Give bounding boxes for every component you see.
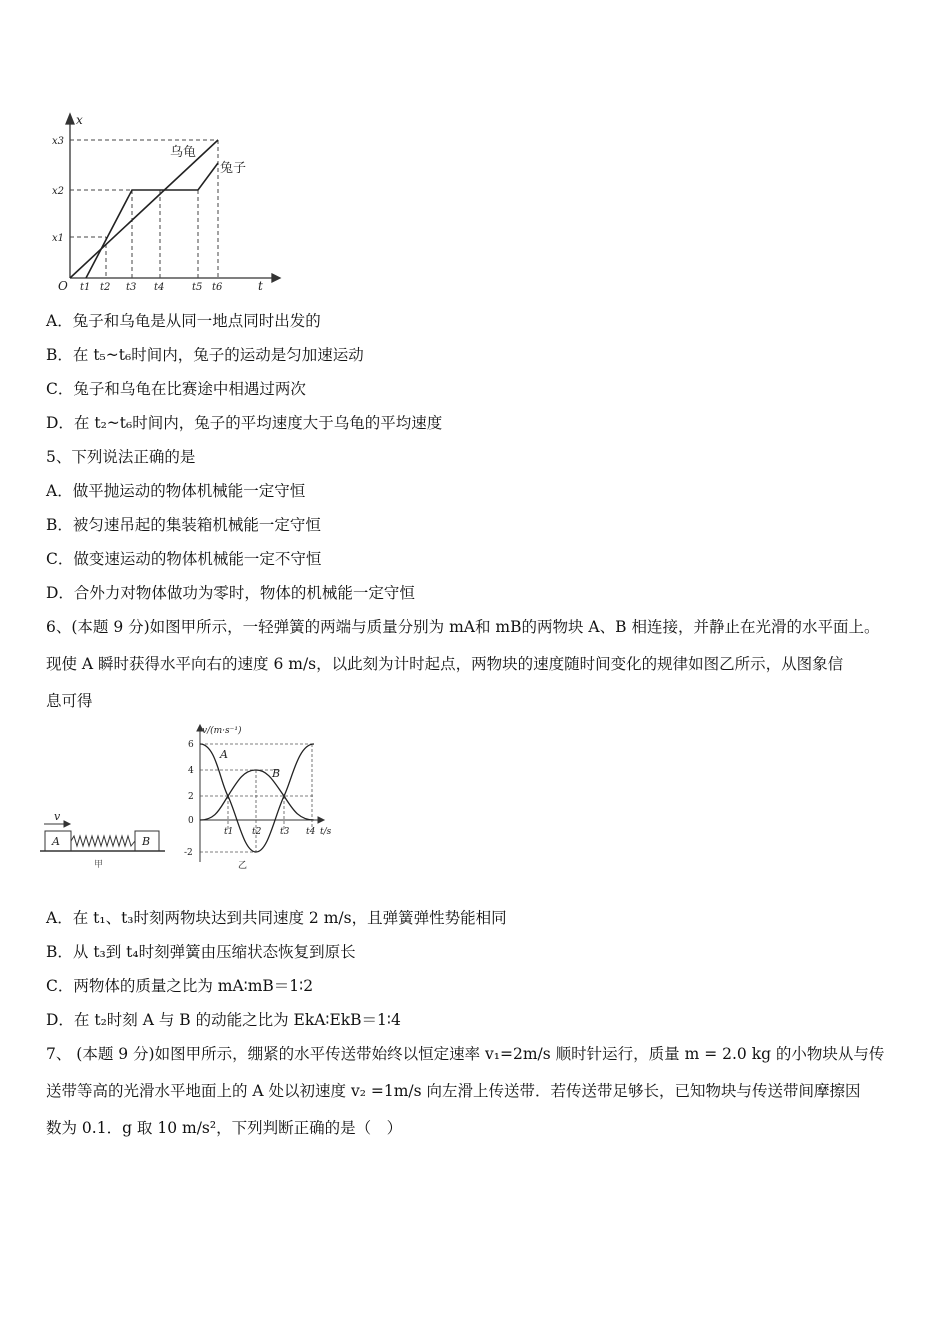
q6-option-c: C．两物体的质量之比为 mA∶mB＝1∶2 [46,977,314,995]
y-tick-x1: x1 [52,233,65,244]
q6-option-a: A．在 t₁、t₃时刻两物块达到共同速度 2 m/s，且弹簧弹性势能相同 [46,909,507,927]
q5-stem: 5、下列说法正确的是 [46,448,196,466]
x-tick-t6: t6 [212,282,223,293]
x-tick-t2: t2 [252,827,262,837]
y-tick-2: 2 [188,792,194,802]
x-tick-t4: t4 [306,827,316,837]
q7-stem-line-3: 数为 0.1．g 取 10 m/s²，下列判断正确的是（ ） [46,1119,403,1137]
caption-jia: 甲 [94,860,104,870]
tortoise-label: 乌龟 [170,145,197,160]
curve-b-label: B [272,767,281,780]
y-axis-label: v/(m·s⁻¹) [202,726,242,736]
spring [71,836,135,846]
y-tick-6: 6 [188,740,194,750]
y-axis-label: x [76,113,83,127]
q5-option-c: C．做变速运动的物体机械能一定不守恒 [46,550,322,568]
vt-graph [180,722,340,872]
block-a-label: A [52,835,60,848]
q4-option-a: A．兔子和乌龟是从同一地点同时出发的 [46,312,321,330]
q6-option-d: D．在 t₂时刻 A 与 B 的动能之比为 EkA∶EkB＝1∶4 [46,1011,401,1029]
q7-stem-line-2: 送带等高的光滑水平地面上的 A 处以初速度 v₂ =1m/s 向左滑上传送带．若传送带足够长，已知物块与传送带间摩擦因 [46,1082,861,1100]
q4-option-d: D．在 t₂~t₆时间内，兔子的平均速度大于乌龟的平均速度 [46,414,443,432]
x-axis-label: t [258,279,263,293]
y-tick-0: 0 [188,816,194,826]
tortoise-line [70,140,218,278]
q6-stem-line-3: 息可得 [46,692,93,710]
q4-option-c: C．兔子和乌龟在比赛途中相遇过两次 [46,380,306,398]
x-tick-t1: t1 [80,282,91,293]
q5-option-d: D．合外力对物体做功为零时，物体的机械能一定守恒 [46,584,415,602]
velocity-label: v [54,810,61,823]
y-tick-4: 4 [188,766,194,776]
q6-stem-line-2: 现使 A 瞬时获得水平向右的速度 6 m/s，以此刻为计时起点，两物块的速度随时间变化的规律如图乙所示，从图象信 [46,655,844,673]
origin-label: O [58,279,68,293]
curve-b [200,770,314,820]
x-tick-t3: t3 [280,827,290,837]
x-tick-t1: t1 [224,827,234,837]
x-tick-t4: t4 [154,282,165,293]
xt-graph [40,108,290,293]
q4-option-b: B．在 t₅~t₆时间内，兔子的运动是匀加速运动 [46,346,364,364]
x-axis-label: t/s [320,827,332,837]
spring-blocks-figure [40,805,170,875]
q6-option-b: B．从 t₃到 t₄时刻弹簧由压缩状态恢复到原长 [46,943,356,961]
rabbit-label: 兔子 [220,161,247,176]
y-tick-x2: x2 [52,186,65,197]
caption-yi: 乙 [238,861,248,871]
q5-option-b: B．被匀速吊起的集装箱机械能一定守恒 [46,516,321,534]
x-tick-t2: t2 [100,282,111,293]
x-tick-t3: t3 [126,282,137,293]
block-b-label: B [142,835,151,848]
q5-option-a: A．做平抛运动的物体机械能一定守恒 [46,482,306,500]
q6-stem-line-1: 6、(本题 9 分)如图甲所示，一轻弹簧的两端与质量分别为 mA和 mB的两物块 A、B 相连接，并静止在光滑的水平面上。 [46,618,880,636]
y-tick-x3: x3 [52,136,65,147]
q7-stem-line-1: 7、 (本题 9 分)如图甲所示，绷紧的水平传送带始终以恒定速率 v₁=2m/s 顺时针运行，质量 m = 2.0 kg 的小物块从与传 [46,1045,885,1063]
curve-a-label: A [220,748,228,761]
y-tick-neg2: -2 [184,848,193,858]
x-tick-t5: t5 [192,282,203,293]
